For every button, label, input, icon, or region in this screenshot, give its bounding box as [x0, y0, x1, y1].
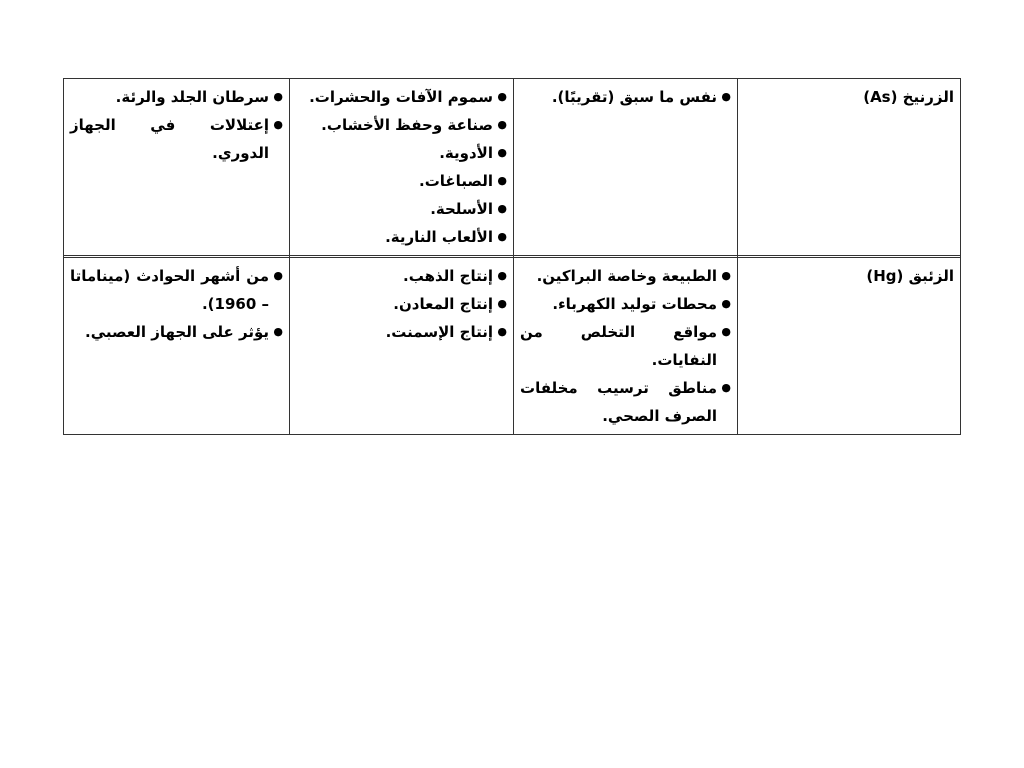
bullet-icon: ● [721, 269, 731, 282]
bullet-icon: ● [497, 118, 507, 131]
metal-name: الزرنيخ (As) [863, 88, 954, 106]
table-row-mercury [64, 258, 961, 435]
list-item-text: محطات توليد الكهرباء. [552, 295, 717, 313]
list-item-text: مواقع التخلص من النفايات. [520, 323, 717, 369]
bullet-icon: ● [497, 325, 507, 338]
list-item [70, 262, 283, 318]
list-item [296, 290, 507, 318]
list-item [520, 290, 731, 318]
list-item [520, 318, 731, 374]
list-item [70, 318, 283, 346]
bullet-icon: ● [497, 202, 507, 215]
metals-table [63, 78, 961, 435]
bullet-icon: ● [497, 174, 507, 187]
list-item [70, 111, 283, 167]
table-row-arsenic [64, 79, 961, 256]
list-item-text: مناطق ترسيب مخلفات الصرف الصحي. [520, 379, 717, 425]
list-item [296, 83, 507, 111]
list-item [296, 139, 507, 167]
effects-cell [64, 79, 290, 256]
list-item [70, 83, 283, 111]
uses-list [296, 262, 507, 346]
bullet-icon: ● [497, 230, 507, 243]
list-item-text: من أشهر الحوادث (ميناماتا – 1960). [70, 267, 269, 313]
list-item [520, 374, 731, 430]
list-item-text: الأدوية. [439, 144, 493, 162]
uses-cell [290, 258, 514, 435]
list-item-text: سموم الآفات والحشرات. [309, 88, 493, 106]
list-item-text: نفس ما سبق (تقريبًا). [551, 88, 717, 106]
list-item-text: صناعة وحفظ الأخشاب. [321, 116, 493, 134]
bullet-icon: ● [497, 90, 507, 103]
list-item-text: سرطان الجلد والرئة. [115, 88, 269, 106]
metal-name-cell [738, 258, 961, 435]
bullet-icon: ● [273, 269, 283, 282]
list-item-text: إعتلالات في الجهاز الدوري. [70, 116, 269, 162]
list-item-text: يؤثر على الجهاز العصبي. [85, 323, 269, 341]
bullet-icon: ● [273, 90, 283, 103]
bullet-icon: ● [721, 325, 731, 338]
effects-list [70, 83, 283, 167]
list-item [296, 167, 507, 195]
bullet-icon: ● [721, 297, 731, 310]
list-item-text: الأسلحة. [430, 200, 493, 218]
list-item [296, 318, 507, 346]
bullet-icon: ● [721, 90, 731, 103]
list-item-text: الألعاب النارية. [385, 228, 493, 246]
list-item-text: إنتاج المعادن. [393, 295, 493, 313]
list-item [520, 262, 731, 290]
metal-name-cell [738, 79, 961, 256]
metal-name: الزئبق (Hg) [866, 267, 954, 285]
uses-list [296, 83, 507, 251]
list-item [296, 195, 507, 223]
list-item-text: إنتاج الإسمنت. [385, 323, 493, 341]
bullet-icon: ● [497, 146, 507, 159]
bullet-icon: ● [273, 118, 283, 131]
sources-cell [514, 258, 738, 435]
effects-list [70, 262, 283, 346]
list-item-text: الطبيعة وخاصة البراكين. [536, 267, 717, 285]
bullet-icon: ● [273, 325, 283, 338]
bullet-icon: ● [721, 381, 731, 394]
bullet-icon: ● [497, 269, 507, 282]
uses-cell [290, 79, 514, 256]
list-item [520, 83, 731, 111]
sources-cell [514, 79, 738, 256]
list-item [296, 223, 507, 251]
bullet-icon: ● [497, 297, 507, 310]
list-item [296, 111, 507, 139]
sources-list [520, 83, 731, 111]
effects-cell [64, 258, 290, 435]
sources-list [520, 262, 731, 430]
list-item-text: الصباغات. [419, 172, 493, 190]
list-item [296, 262, 507, 290]
list-item-text: إنتاج الذهب. [403, 267, 493, 285]
